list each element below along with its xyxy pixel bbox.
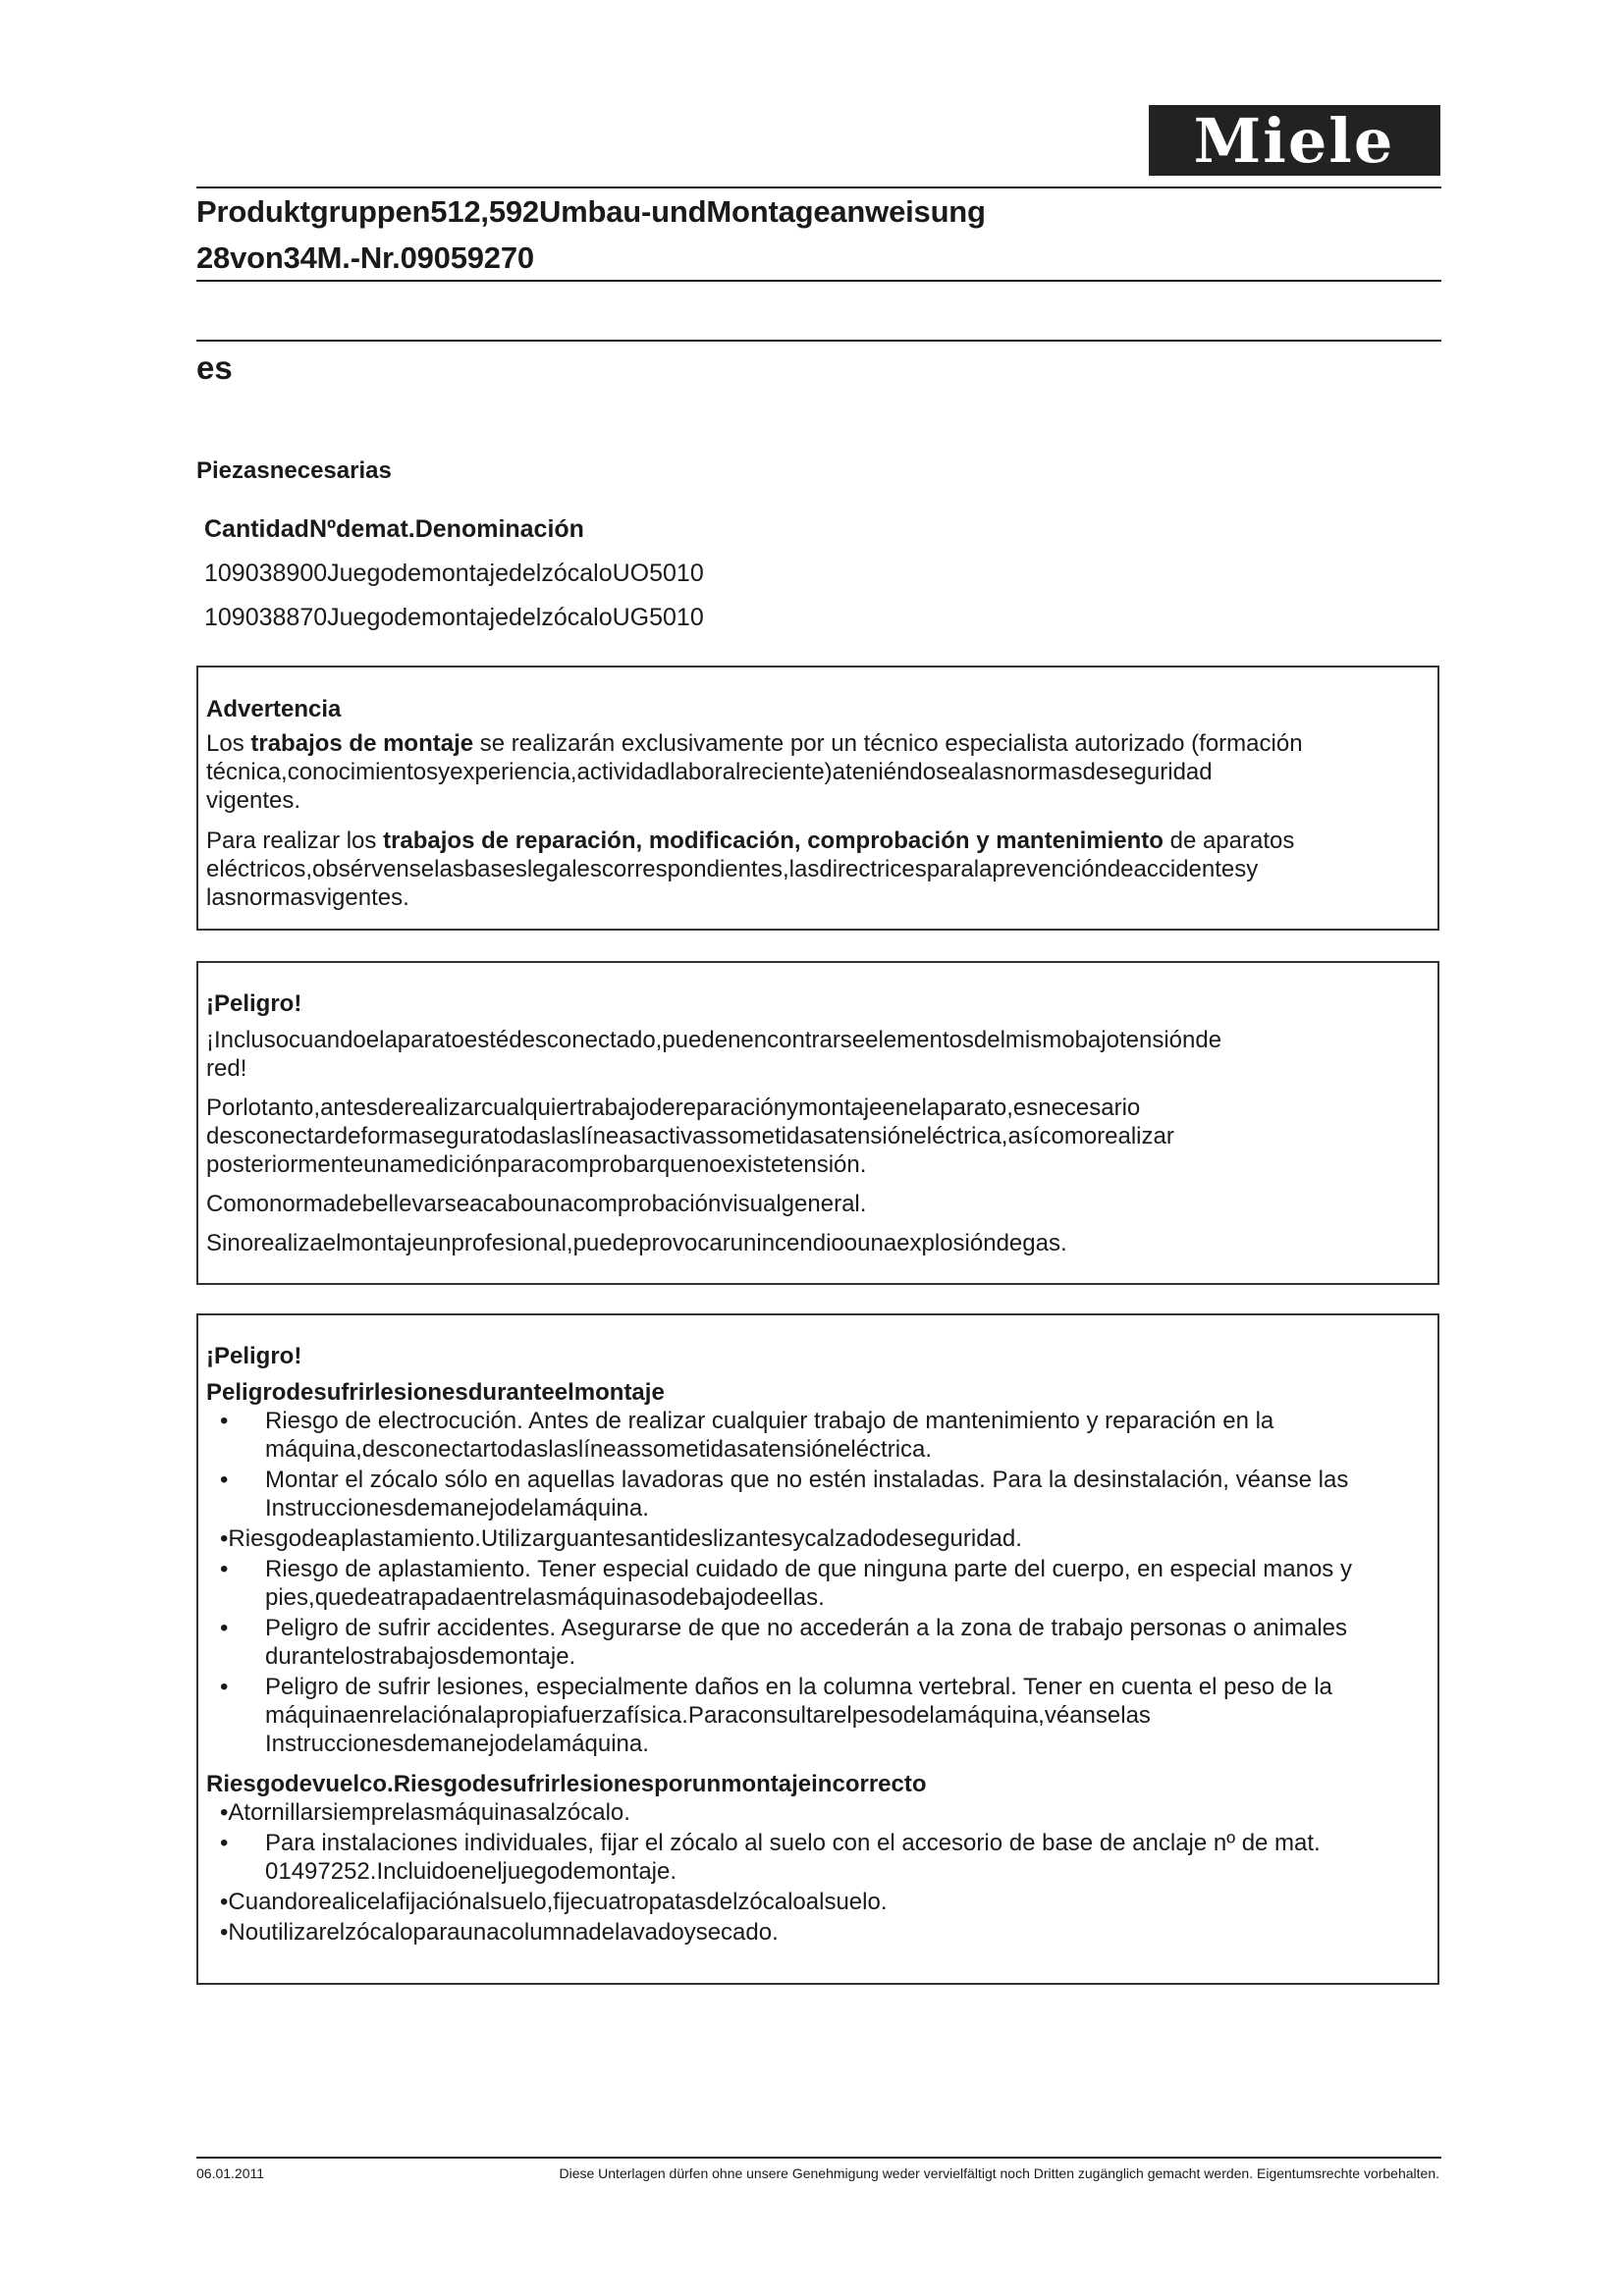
danger-2-bullet-list-2 — [206, 1798, 1437, 1947]
bullet-dot: • — [220, 1525, 229, 1552]
footer-rule — [196, 2157, 1441, 2159]
list-item-line: Para instalaciones individuales, fijar el zócalo al suelo con el accesorio de base de anclaje nº de mat. — [265, 1830, 1321, 1856]
warning-p1-bold: trabajos de montaje — [250, 730, 474, 757]
danger-1-p2-line2: desconectardeformaseguratodaslaslíneasactivassometidasatensióneléctrica,asícomorealizar — [206, 1123, 1174, 1149]
list-item — [206, 1524, 1437, 1553]
bullet-dot: • — [220, 1919, 229, 1946]
list-item-line: Instruccionesdemanejodelamáquina. — [265, 1495, 649, 1522]
danger-2-subtitle-1: Peligrodesufrirlesionesduranteelmontaje — [206, 1379, 665, 1406]
list-item-line: Noutilizarelzócaloparaunacolumnadelavadoysecado. — [228, 1919, 779, 1946]
list-item-line: Montar el zócalo sólo en aquellas lavadoras que no estén instaladas. Para la desinstalación, véanse las — [265, 1467, 1349, 1493]
danger-1-title: ¡Peligro! — [206, 990, 302, 1017]
language-rule — [196, 340, 1441, 342]
bullet-dot: • — [220, 1408, 229, 1434]
miele-logo-graphic — [1149, 105, 1440, 176]
warning-p1-rest: se realizarán exclusivamente por un técnico especialista autorizado (formación — [473, 730, 1303, 757]
list-item — [206, 1673, 1437, 1758]
bullet-dot: • — [220, 1467, 229, 1493]
warning-p1-line2: técnica,conocimientosyexperiencia,actividadlaboralreciente)ateniéndosealasnormasdeseguridad — [206, 759, 1213, 785]
list-item — [206, 1614, 1437, 1671]
parts-table — [204, 507, 704, 640]
list-item-line: 01497252.Incluidoeneljuegodemontaje. — [265, 1858, 677, 1885]
list-item-line: Instruccionesdemanejodelamáquina. — [265, 1731, 649, 1757]
parts-table-row: 109038900JuegodemontajedelzócaloUO5010 — [204, 560, 704, 587]
parts-table-row: 109038870JuegodemontajedelzócaloUG5010 — [204, 604, 704, 631]
danger-2-title: ¡Peligro! — [206, 1343, 302, 1369]
miele-logo — [1149, 105, 1440, 176]
danger-1-p1-line2: red! — [206, 1055, 247, 1082]
warning-p1-pre: Los — [206, 730, 251, 757]
header-top-rule — [196, 187, 1441, 188]
warning-p2-bold: trabajos de reparación, modificación, comprobación y mantenimiento — [383, 828, 1164, 854]
danger-2-bullet-list-1 — [206, 1407, 1437, 1758]
warning-paragraph-2 — [206, 827, 1437, 912]
danger-1-p2-line3: posteriormenteunamediciónparacomprobarquenoexistetensión. — [206, 1151, 867, 1178]
danger-box-2 — [196, 1313, 1439, 1985]
bullet-dot: • — [220, 1556, 229, 1582]
parts-table-header: CantidadNºdemat.Denominación — [204, 515, 584, 543]
parts-heading: Piezasnecesarias — [196, 457, 392, 484]
footer-date: 06.01.2011 — [196, 2165, 265, 2181]
list-item-line: Riesgo de aplastamiento. Tener especial cuidado de que ninguna parte del cuerpo, en especial manos y — [265, 1556, 1352, 1582]
warning-title: Advertencia — [206, 696, 342, 722]
list-item — [206, 1918, 1437, 1947]
danger-1-p1-line1: ¡Inclusocuandoelaparatoestédesconectado,puedenencontrarseelementosdelmismobajotensiónde — [206, 1027, 1222, 1053]
list-item-line: Cuandorealicelafijaciónalsuelo,fijecuatropatasdelzócaloalsuelo. — [228, 1889, 888, 1915]
warning-p1-line3: vigentes. — [206, 787, 301, 814]
danger-box-1 — [196, 961, 1439, 1285]
list-item — [206, 1407, 1437, 1464]
list-item — [206, 1829, 1437, 1886]
warning-p2-pre: Para realizar los — [206, 828, 384, 854]
list-item-line: pies,quedeatrapadaentrelasmáquinasodebajodeellas. — [265, 1584, 825, 1611]
bullet-dot: • — [220, 1799, 229, 1826]
warning-p2-rest: de aparatos — [1163, 828, 1295, 854]
list-item-line: Riesgodeaplastamiento.Utilizarguantesantideslizantesycalzadodeseguridad. — [228, 1525, 1022, 1552]
bullet-dot: • — [220, 1615, 229, 1641]
logo-text: Miele — [1193, 105, 1395, 176]
list-item-line: Riesgo de electrocución. Antes de realizar cualquier trabajo de mantenimiento y reparación en la — [265, 1408, 1274, 1434]
header-bottom-rule — [196, 280, 1441, 282]
bullet-dot: • — [220, 1674, 229, 1700]
list-item-line: Atornillarsiemprelasmáquinasalzócalo. — [228, 1799, 630, 1826]
danger-2-subtitle-2: Riesgodevuelco.Riesgodesufrirlesionesporunmontajeincorrecto — [206, 1771, 927, 1797]
bullet-dot: • — [220, 1889, 229, 1915]
bullet-dot: • — [220, 1830, 229, 1856]
warning-paragraph-1 — [206, 729, 1437, 815]
danger-1-paragraph-2 — [206, 1094, 1437, 1179]
list-item — [206, 1466, 1437, 1522]
warning-p2-line3: lasnormasvigentes. — [206, 884, 409, 911]
danger-1-paragraph-1 — [206, 1026, 1437, 1083]
list-item — [206, 1888, 1437, 1916]
language-code: es — [196, 349, 233, 386]
document-title: Produktgruppen512,592Umbau-undMontageanweisung — [196, 194, 986, 229]
list-item-line: máquinaenrelaciónalapropiafuerzafísica.Paraconsultarelpesodelamáquina,véanselas — [265, 1702, 1151, 1729]
list-item — [206, 1555, 1437, 1612]
danger-1-p2-line1: Porlotanto,antesderealizarcualquiertrabajodereparaciónymontajeenelaparato,esnecesario — [206, 1095, 1141, 1121]
danger-1-paragraph-4: Sinorealizaelmontajeunprofesional,puedeprovocarunincendioounaexplosióndegas. — [206, 1230, 1067, 1256]
warning-box — [196, 666, 1439, 931]
list-item-line: Peligro de sufrir accidentes. Asegurarse de que no accederán a la zona de trabajo personas o animales — [265, 1615, 1348, 1641]
list-item-line: durantelostrabajosdemontaje. — [265, 1643, 576, 1670]
list-item — [206, 1798, 1437, 1827]
footer-copyright-notice: Diese Unterlagen dürfen ohne unsere Genehmigung weder vervielfältigt noch Dritten zugänglich gemacht werden. Eigentumsrechte vorbehalten. — [559, 2165, 1439, 2181]
warning-p2-line2: eléctricos,obsérvenselasbaseslegalescorrespondientes,lasdirectricesparalaprevencióndeaccidentesy — [206, 856, 1259, 882]
danger-1-paragraph-3: Comonormadebellevarseacabounacomprobaciónvisualgeneral. — [206, 1191, 867, 1217]
list-item-line: máquina,desconectartodaslaslíneassometidasatensióneléctrica. — [265, 1436, 933, 1463]
document-subtitle: 28von34M.-Nr.09059270 — [196, 240, 534, 275]
list-item-line: Peligro de sufrir lesiones, especialmente daños en la columna vertebral. Tener en cuenta el peso de la — [265, 1674, 1332, 1700]
